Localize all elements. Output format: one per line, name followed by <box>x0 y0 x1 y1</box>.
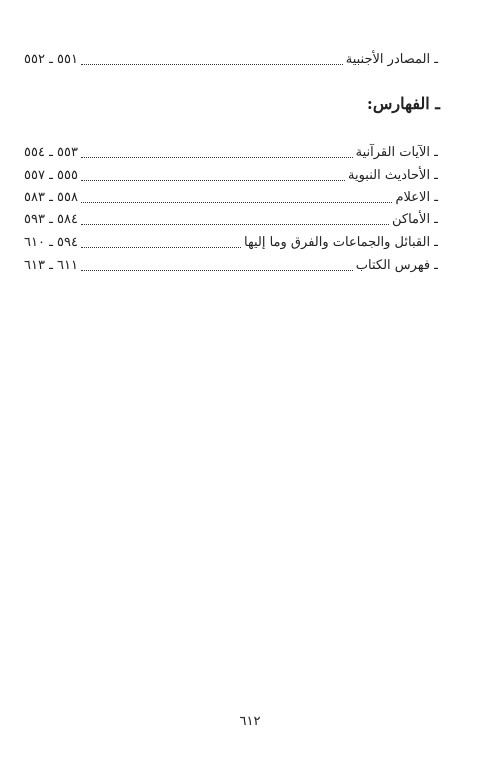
dot-leader <box>81 224 389 225</box>
toc-entry-foreign-sources <box>24 50 438 70</box>
dot-leader <box>81 64 343 65</box>
page-number: ٦١٢ <box>239 714 261 729</box>
toc-entry <box>24 143 438 163</box>
toc-entry-pages: ٥٥١ ـ ٥٥٢ <box>24 52 78 67</box>
toc-entry-pages: ٥٥٨ ـ ٥٨٣ <box>24 190 78 205</box>
dot-leader <box>81 202 392 203</box>
toc-entry-pages: ٥٥٣ ـ ٥٥٤ <box>24 145 78 160</box>
toc-entry-pages: ٦١١ ـ ٦١٣ <box>24 258 78 273</box>
toc-entry-pages: ٥٨٤ ـ ٥٩٣ <box>24 212 78 227</box>
toc-entry-title: ـ الأحاديث النبوية <box>348 168 438 183</box>
toc-entry <box>24 256 438 276</box>
toc-entry-title: ـ المصادر الأجنبية <box>345 52 438 67</box>
toc-entry <box>24 233 438 253</box>
toc-entry-title: ـ فهرس الكتاب <box>355 258 438 273</box>
dot-leader <box>81 157 353 158</box>
section-heading-indexes: ـ الفهارس: <box>366 94 440 113</box>
toc-entry <box>24 210 438 230</box>
toc-entry <box>24 166 438 186</box>
dot-leader <box>81 180 345 181</box>
dot-leader <box>81 270 353 271</box>
toc-entry-title: ـ القبائل والجماعات والفرق وما إليها <box>244 235 438 250</box>
toc-entry-title: ـ الأماكن <box>392 212 438 227</box>
toc-entry-pages: ٥٩٤ ـ ٦١٠ <box>24 235 78 250</box>
toc-entry-title: ـ الاعلام <box>395 190 438 205</box>
toc-entry-pages: ٥٥٥ ـ ٥٥٧ <box>24 168 78 183</box>
toc-entry <box>24 188 438 208</box>
dot-leader <box>81 247 241 248</box>
toc-entry-title: ـ الآيات القرآنية <box>355 145 438 160</box>
